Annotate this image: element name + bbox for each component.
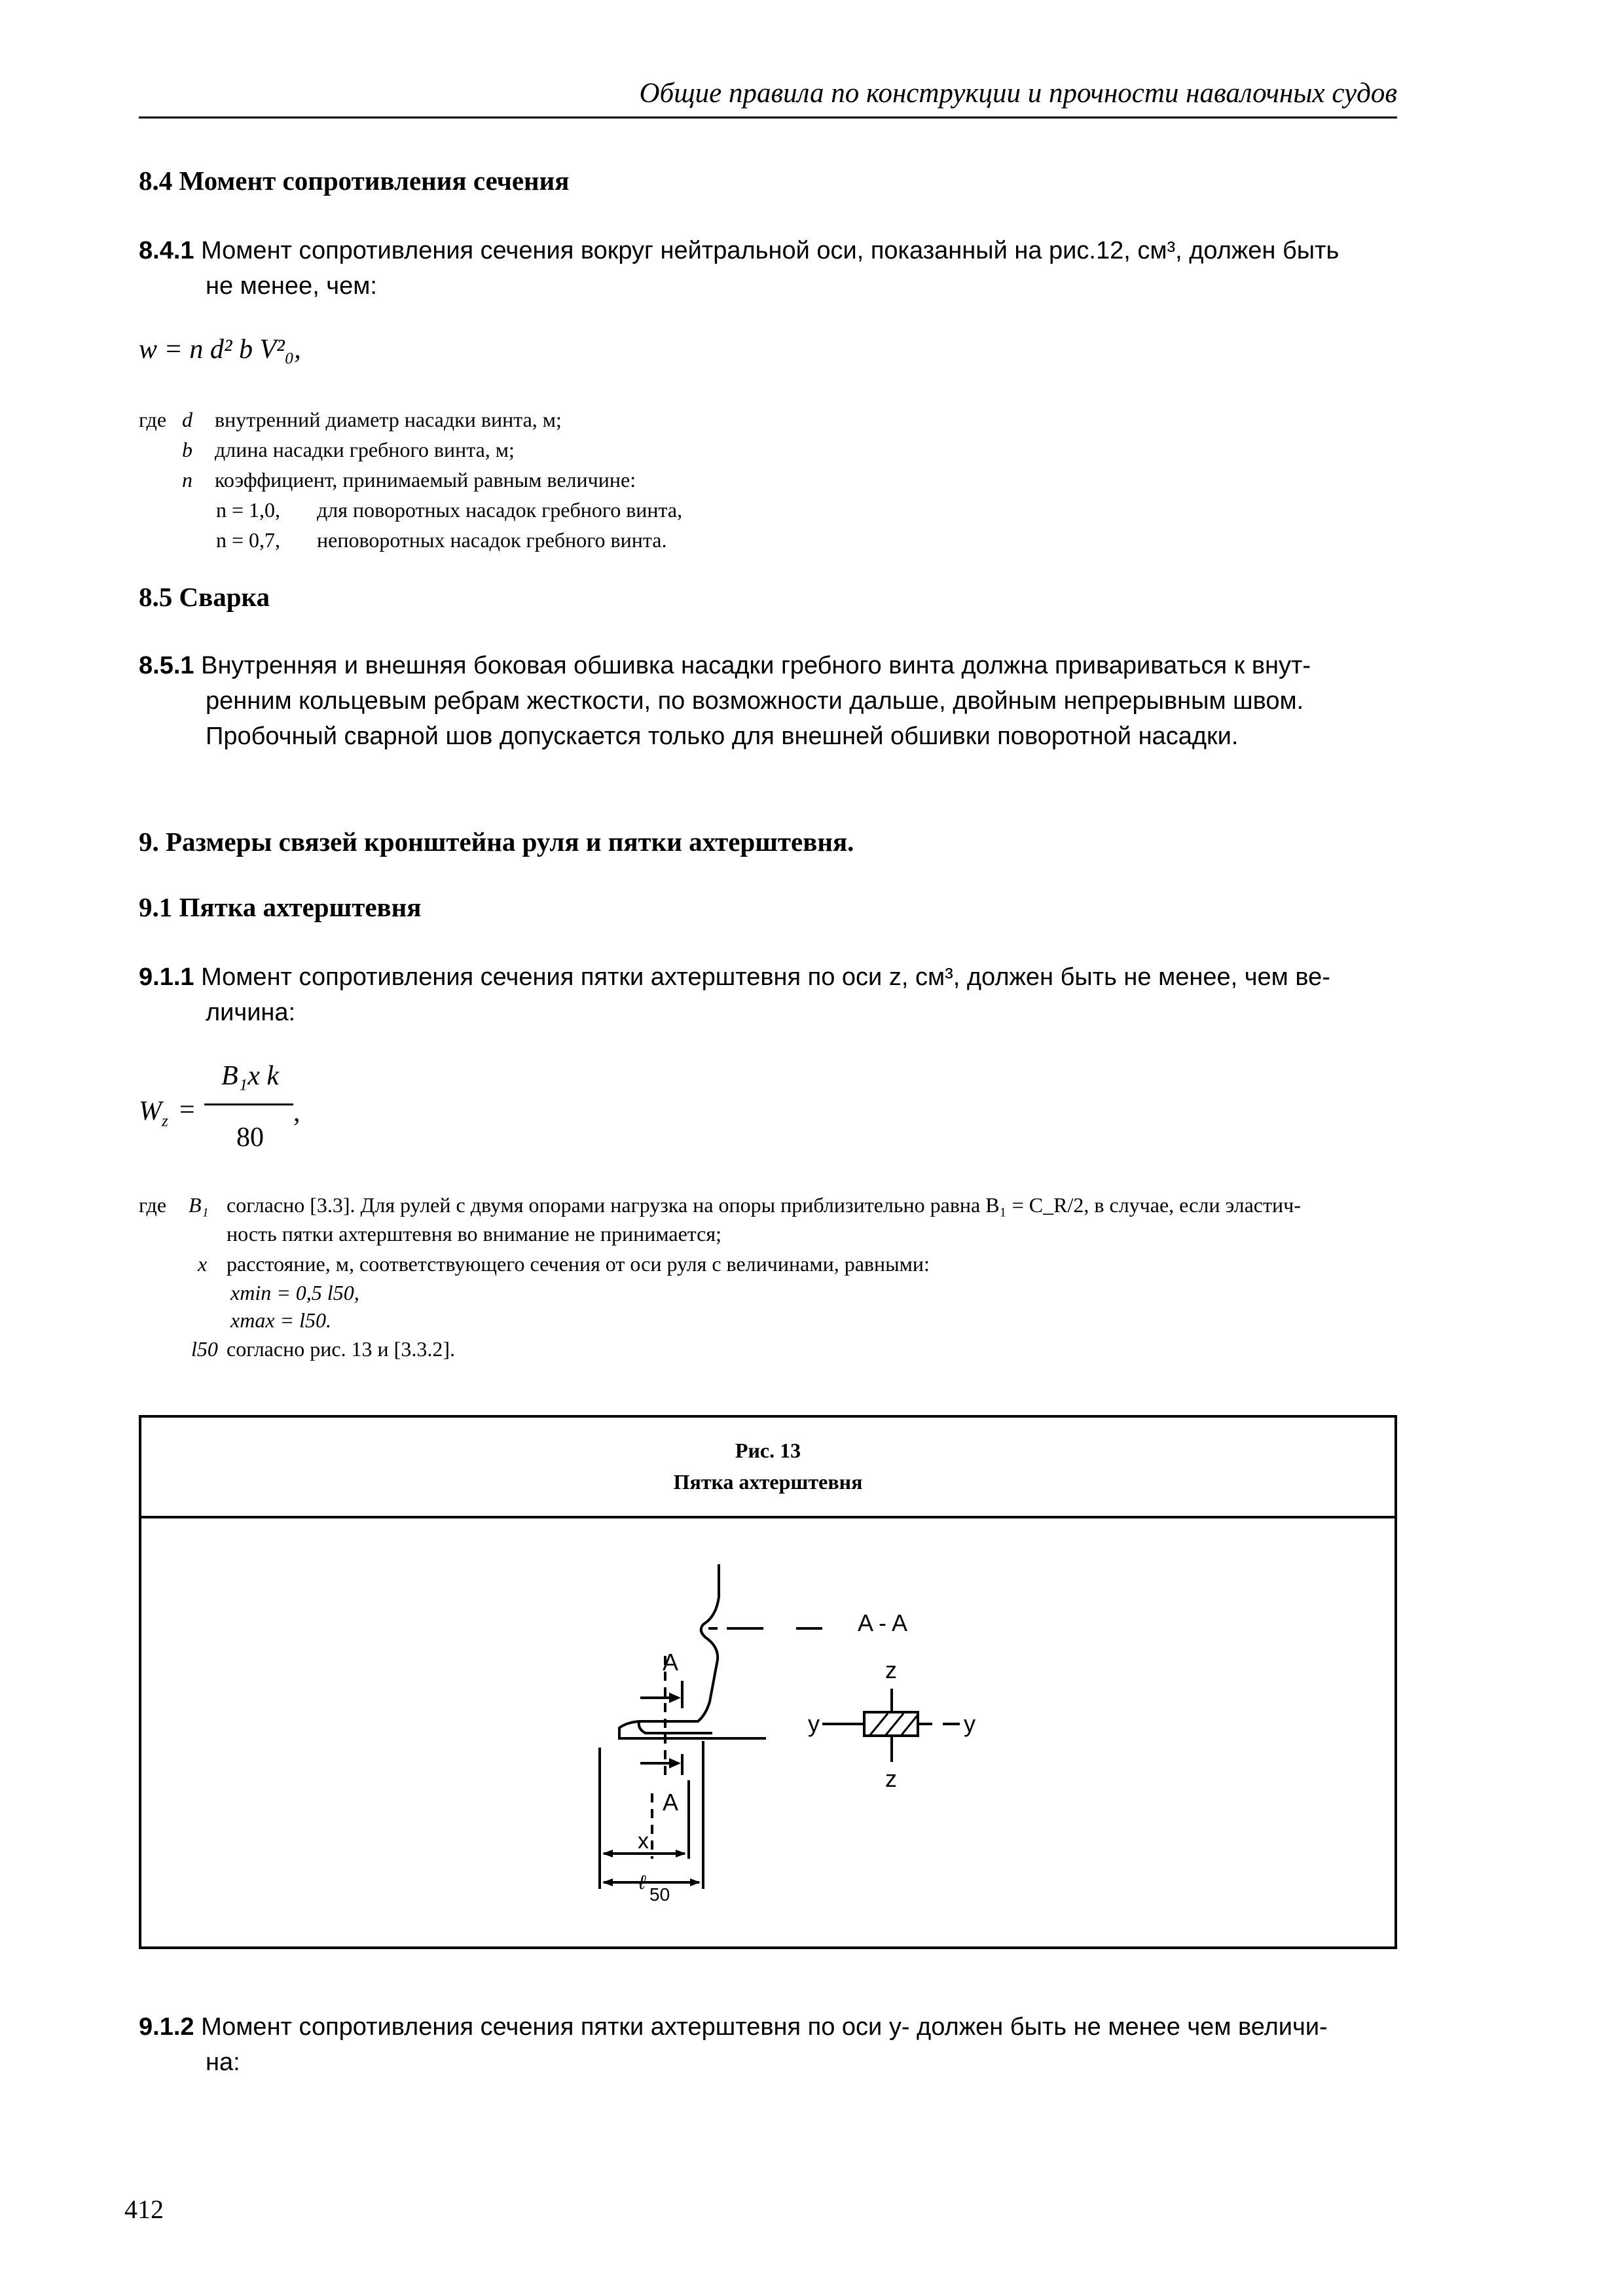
formula-w: w = n d² b V²₀, [139,334,301,365]
def-symbol: d [182,408,192,431]
axis-z-label: z [885,1657,897,1683]
para-text-line1: Внутренняя и внешняя боковая обшивка насадки гребного винта должна привариваться к внут- [201,652,1311,679]
figure-caption [141,1418,1395,1518]
para-text-line2: личина: [206,999,296,1026]
dimension-l-subscript: 50 [649,1884,670,1905]
para-text-line1: Момент сопротивления сечения пятки ахтерштевня по оси z, см³, должен быть не менее, чем ве- [201,963,1330,991]
axis-z-label: z [885,1765,897,1792]
def-text: длина насадки гребного винта, м; [215,438,515,461]
formula-comma: , [293,1098,301,1128]
paragraph-8-4-1 [139,233,1397,304]
formula-denominator: 80 [236,1122,264,1153]
where-label: где [139,408,167,431]
xmax-value: xmax = l50. [230,1308,331,1332]
para-text-line1: Момент сопротивления сечения пятки ахтерштевня по оси y- должен быть не менее чем величи- [201,2013,1328,2041]
def-text: ность пятки ахтерштевня во внимание не принимается; [227,1222,721,1246]
para-text-line1: Момент сопротивления сечения вокруг нейтральной оси, показанный на рис.12, см³, должен быть [201,237,1340,264]
section-9-1-title: 9.1 Пятка ахтерштевня [139,892,422,922]
axis-y-label: y [808,1710,820,1737]
formula-eq: = [179,1095,195,1125]
def-text: внутренний диаметр насадки винта, м; [215,408,562,431]
paragraph-8-5-1 [139,648,1397,754]
dimension-x-label: x [638,1829,649,1854]
running-header: Общие правила по конструкции и прочности навалочных судов [639,78,1397,109]
figure-number: Рис. 13 [735,1439,801,1462]
section-title-label: A - A [858,1609,908,1636]
section-8-4-title: 8.4 Момент сопротивления сечения [139,166,570,196]
sternframe-sole-drawing [141,1518,1395,1946]
paragraph-9-1-1 [139,960,1397,1030]
header-rule [139,117,1397,118]
def-symbol: B₁ [189,1193,209,1217]
n-case-text: для поворотных насадок гребного винта, [317,498,683,522]
section-mark-label: A [663,1649,679,1676]
figure-title: Пятка ахтерштевня [673,1470,863,1494]
para-number: 9.1.2 [139,2013,194,2041]
n-case-value: n = 1,0, [216,498,281,522]
def-text: коэффициент, принимаемый равным величине: [215,468,636,492]
def-symbol: l50 [191,1337,218,1361]
para-number: 8.4.1 [139,237,194,264]
n-case-value: n = 0,7, [216,528,281,552]
para-text-line3: Пробочный сварной шов допускается только для внешней обшивки поворотной насадки. [206,723,1239,750]
def-symbol: b [182,438,192,461]
para-number: 8.5.1 [139,652,194,679]
figure-13 [139,1415,1397,1949]
fraction-bar [204,1103,293,1105]
formula-Wz [139,1060,348,1158]
chapter-9-title: 9. Размеры связей кронштейна руля и пятки ахтерштевня. [139,827,854,857]
def-text: расстояние, м, соответствующего сечения от оси руля с величинами, равными: [227,1252,930,1276]
section-8-5-title: 8.5 Сварка [139,582,270,612]
dimension-l-label: ℓ [639,1872,646,1893]
formula-numerator: B₁x k [221,1061,280,1091]
xmin-value: xmin = 0,5 l50, [230,1281,359,1304]
para-text-line2: на: [206,2049,240,2076]
axis-y-label: y [964,1710,976,1737]
para-number: 9.1.1 [139,963,194,991]
n-case-text: неповоротных насадок гребного винта. [317,528,667,552]
definitions-8-4 [139,404,1121,552]
page-number: 412 [124,2195,164,2224]
where-label: где [139,1193,167,1217]
formula-lhs: $W_z$ [139,1096,168,1130]
def-symbol: n [182,468,192,492]
def-text: согласно [3.3]. Для рулей с двумя опорами нагрузка на опоры приблизительно равна B₁ = C_R/2, в случае, если эластич- [227,1193,1301,1217]
para-text-line2: не менее, чем: [206,272,377,300]
paragraph-9-1-2 [139,2009,1397,2080]
section-mark-label: A [663,1789,679,1816]
def-symbol: x [198,1252,208,1276]
definitions-9-1-1 [139,1190,1397,1367]
para-text-line2: ренним кольцевым ребрам жесткости, по возможности дальше, двойным непрерывным швом. [206,687,1304,715]
def-text: согласно рис. 13 и [3.3.2]. [227,1337,455,1361]
